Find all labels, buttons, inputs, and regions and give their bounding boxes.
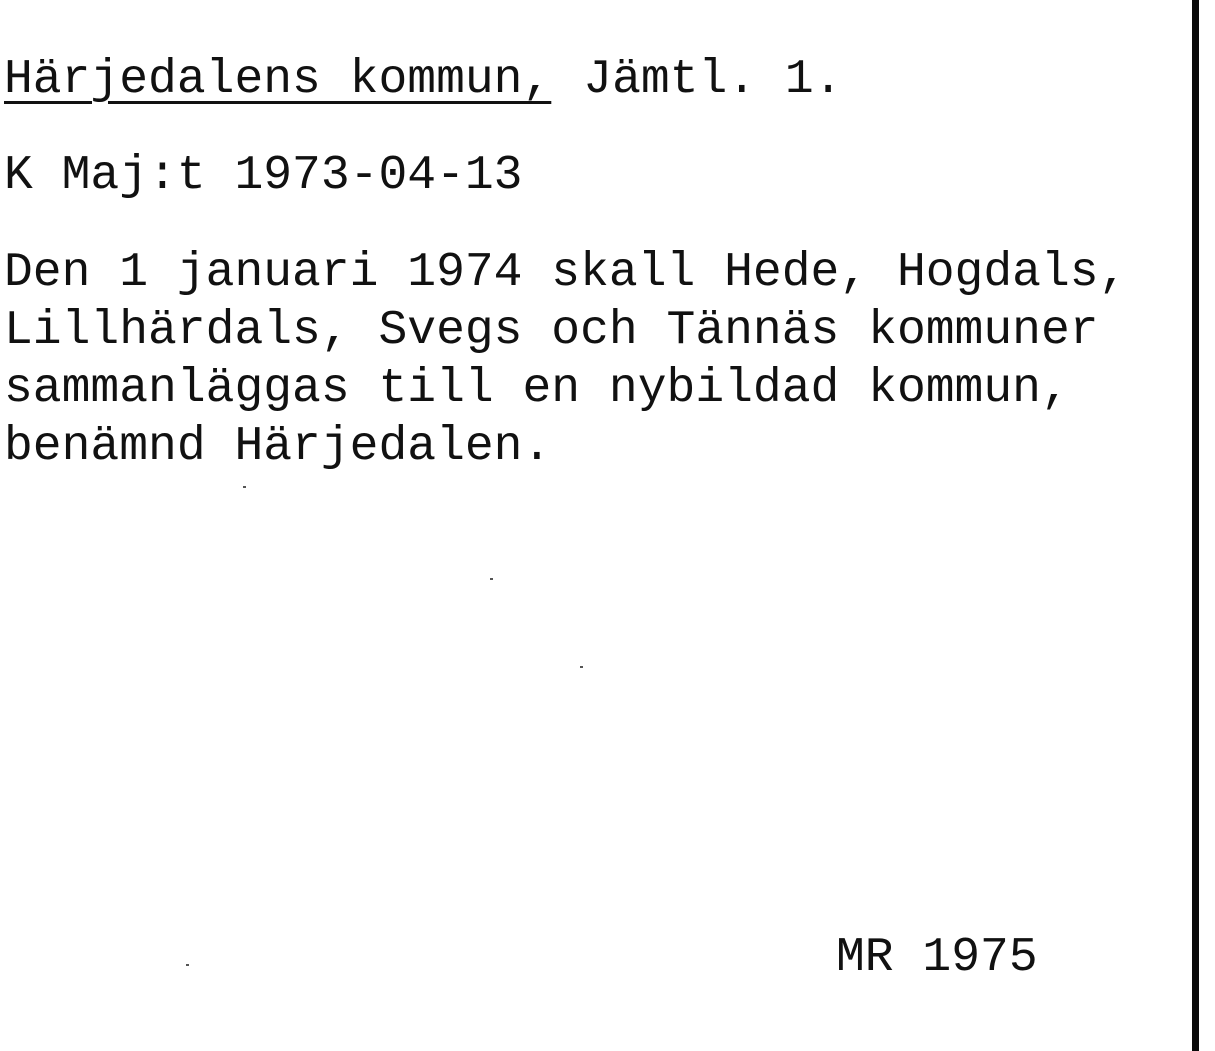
signature-date: MR 1975 bbox=[836, 931, 1038, 985]
body-line: sammanläggas till en nybildad kommun, bbox=[4, 362, 1070, 416]
body-line: benämnd Härjedalen. bbox=[4, 420, 552, 474]
card-body bbox=[4, 244, 1184, 476]
body-line: Lillhärdals, Svegs och Tännäs kommuner bbox=[4, 304, 1099, 358]
decision-reference: K Maj:t 1973-04-13 bbox=[4, 149, 523, 203]
county-reference: Jämtl. 1. bbox=[583, 53, 843, 107]
paper-speck bbox=[186, 964, 189, 966]
paper-speck bbox=[243, 486, 246, 488]
card-heading bbox=[4, 52, 843, 108]
body-line: Den 1 januari 1974 skall Hede, Hogdals, bbox=[4, 246, 1128, 300]
paper-speck bbox=[490, 578, 493, 580]
paper-speck bbox=[580, 666, 583, 668]
card-right-edge bbox=[1192, 0, 1199, 1051]
municipality-name: Härjedalens kommun, bbox=[4, 53, 552, 107]
